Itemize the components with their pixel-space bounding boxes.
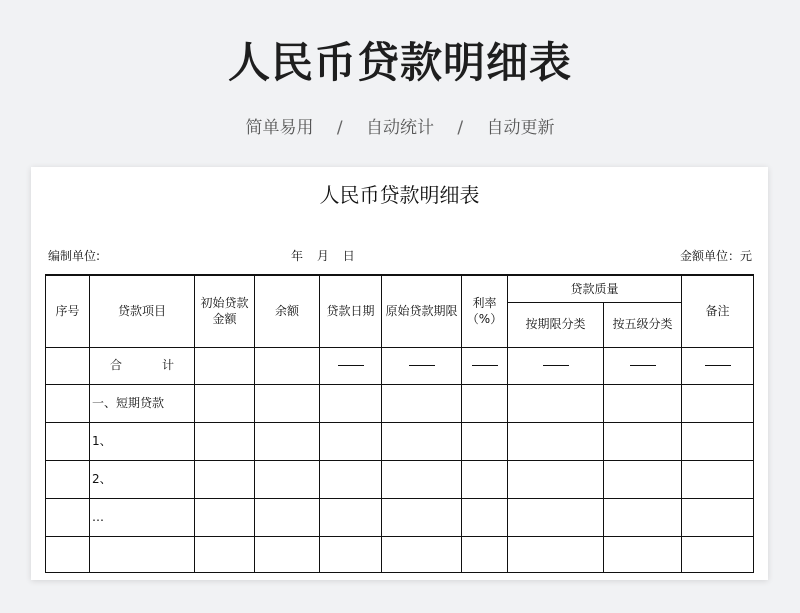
cell [320, 536, 382, 572]
cell [255, 460, 320, 498]
sheet-title: 人民币贷款明细表 [319, 183, 480, 207]
header-item: 贷款项目 [90, 275, 195, 347]
tag-auto-stat: 自动统计 [366, 118, 434, 138]
dash-placeholder [705, 365, 731, 366]
header-loan-date: 贷款日期 [320, 275, 382, 347]
cell [682, 536, 754, 572]
cell [320, 422, 382, 460]
table-row [46, 460, 754, 498]
compiling-unit-label: 编制单位: [48, 249, 101, 263]
cell [320, 460, 382, 498]
date-year: 年 [291, 249, 304, 263]
cell [255, 384, 320, 422]
header-initial-amount-line2: 金额 [212, 312, 237, 327]
item-cell: … [90, 498, 195, 536]
cell [46, 347, 90, 384]
total-label-char: 合 [109, 358, 122, 373]
header-rate-line1: 利率 [472, 296, 497, 311]
cell [462, 384, 508, 422]
item-cell [90, 536, 195, 572]
cell [604, 347, 682, 384]
header-seq: 序号 [46, 275, 90, 347]
table-row [46, 498, 754, 536]
header-original-term: 原始贷款期限 [382, 275, 462, 347]
table-row [46, 536, 754, 572]
cell [46, 384, 90, 422]
header-rate [462, 275, 508, 347]
cell [604, 422, 682, 460]
total-row [46, 347, 754, 384]
cell [508, 384, 604, 422]
cell [382, 498, 462, 536]
dash-placeholder [409, 365, 435, 366]
tag-separator: / [336, 118, 343, 138]
cell [320, 384, 382, 422]
header-initial-amount-line1: 初始贷款 [200, 296, 249, 311]
cell [255, 422, 320, 460]
cell [462, 422, 508, 460]
cell [382, 536, 462, 572]
cell [682, 498, 754, 536]
cell [682, 422, 754, 460]
item-cell: 2、 [90, 460, 195, 498]
cell [46, 498, 90, 536]
cell [604, 460, 682, 498]
cell [46, 460, 90, 498]
tagline [0, 113, 800, 138]
item-cell: 一、短期贷款 [90, 384, 195, 422]
header-remark: 备注 [682, 275, 754, 347]
spreadsheet-preview [31, 167, 768, 580]
amount-unit-label: 金额单位：元 [679, 249, 752, 263]
cell [508, 460, 604, 498]
cell [320, 498, 382, 536]
hero-title: 人民币贷款明细表 [227, 38, 572, 87]
cell [682, 384, 754, 422]
tag-auto-update: 自动更新 [486, 118, 555, 138]
cell [195, 460, 255, 498]
date-fields [291, 247, 365, 264]
cell [462, 460, 508, 498]
cell [382, 422, 462, 460]
cell [255, 498, 320, 536]
cell [46, 422, 90, 460]
cell [508, 422, 604, 460]
cell [462, 347, 508, 384]
cell [382, 460, 462, 498]
cell [682, 347, 754, 384]
date-month: 月 [316, 249, 329, 263]
cell [255, 347, 320, 384]
cell [508, 498, 604, 536]
table-row [46, 384, 754, 422]
total-label [90, 347, 195, 384]
cell [462, 536, 508, 572]
header-initial-amount [195, 275, 255, 347]
cell [604, 384, 682, 422]
tag-separator: / [457, 118, 464, 138]
cell [195, 422, 255, 460]
dash-placeholder [630, 365, 656, 366]
table-row [46, 422, 754, 460]
cell [382, 347, 462, 384]
cell [195, 347, 255, 384]
cell [195, 384, 255, 422]
header-rate-line2: （%） [466, 312, 503, 327]
cell [682, 460, 754, 498]
dash-placeholder [543, 365, 569, 366]
cell [462, 498, 508, 536]
cell [508, 347, 604, 384]
cell [195, 536, 255, 572]
total-label-char: 计 [162, 358, 175, 373]
cell [508, 536, 604, 572]
cell [46, 536, 90, 572]
tag-easy: 简单易用 [245, 118, 314, 138]
header-by-five-level: 按五级分类 [604, 302, 682, 347]
cell [255, 536, 320, 572]
date-day: 日 [342, 249, 355, 263]
header-quality: 贷款质量 [508, 275, 682, 302]
header-by-term: 按期限分类 [508, 302, 604, 347]
cell [320, 347, 382, 384]
cell [604, 536, 682, 572]
loan-detail-table [45, 274, 754, 573]
cell [604, 498, 682, 536]
header-balance: 余额 [255, 275, 320, 347]
cell [195, 498, 255, 536]
dash-placeholder [472, 365, 498, 366]
item-cell: 1、 [90, 422, 195, 460]
dash-placeholder [338, 365, 364, 366]
cell [382, 384, 462, 422]
